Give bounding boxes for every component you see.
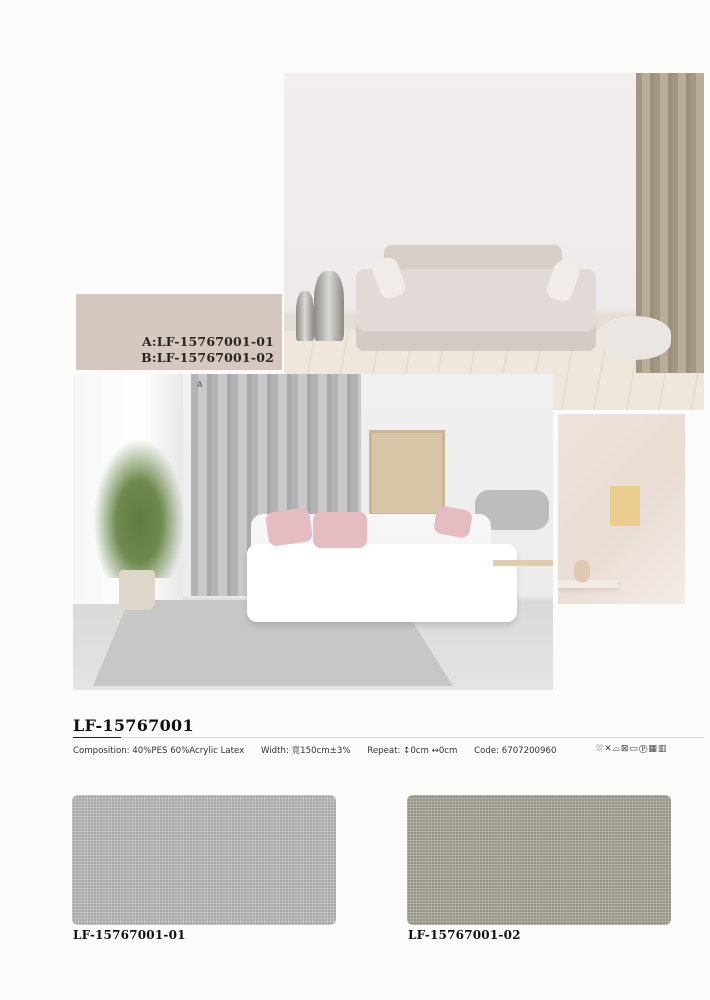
sofa-seat: [247, 544, 517, 622]
wall-shelf: [558, 580, 618, 588]
pattern-icon: ▦: [648, 744, 658, 754]
swatch-01: [72, 795, 336, 925]
divider: [73, 737, 703, 738]
plant-pot: [119, 570, 155, 610]
product-codes-box: [76, 294, 282, 370]
ottoman: [599, 316, 671, 360]
curtain-marker: A: [197, 380, 203, 389]
repeat: Repeat: ↕0cm ↔0cm: [367, 746, 458, 756]
code-b: B:LF-15767001-02: [141, 350, 274, 365]
no-bleach-icon: ✕: [604, 744, 613, 754]
cushion: [433, 505, 473, 539]
swatch-02: [407, 795, 671, 925]
room-photo-beige-sofa: [284, 73, 704, 410]
code-a: A:LF-15767001-01: [142, 334, 274, 349]
care-icons: [596, 744, 667, 754]
iron-icon: ⌓: [612, 744, 621, 754]
width: Width: 寬150cm±3%: [260, 746, 351, 756]
bookshelf: [369, 430, 445, 516]
product-title: LF-15767001: [73, 716, 194, 735]
side-table: [493, 560, 553, 656]
swatch-01-label: LF-15767001-01: [73, 928, 186, 942]
cushion: [313, 512, 367, 548]
plant: [93, 438, 185, 578]
fire-icon: ▥: [657, 744, 668, 754]
dry-clean-icon: Ⓟ: [638, 744, 649, 754]
vase: [574, 560, 590, 582]
wall-frame: [610, 486, 640, 526]
dry-icon: ▭: [629, 744, 639, 754]
wash-icon: ⛆: [596, 744, 605, 754]
swatch-02-label: LF-15767001-02: [408, 928, 521, 942]
tumble-dry-icon: ⊠: [620, 744, 630, 754]
room-photo-wall-detail: [558, 414, 685, 604]
room-photo-white-sofa: [73, 374, 553, 690]
composition: Composition: 40%PES 60%Acrylic Latex: [73, 746, 245, 756]
vase: [296, 291, 314, 341]
cushion: [265, 507, 313, 547]
code: Code: 6707200960: [474, 746, 557, 756]
vase: [314, 271, 344, 341]
